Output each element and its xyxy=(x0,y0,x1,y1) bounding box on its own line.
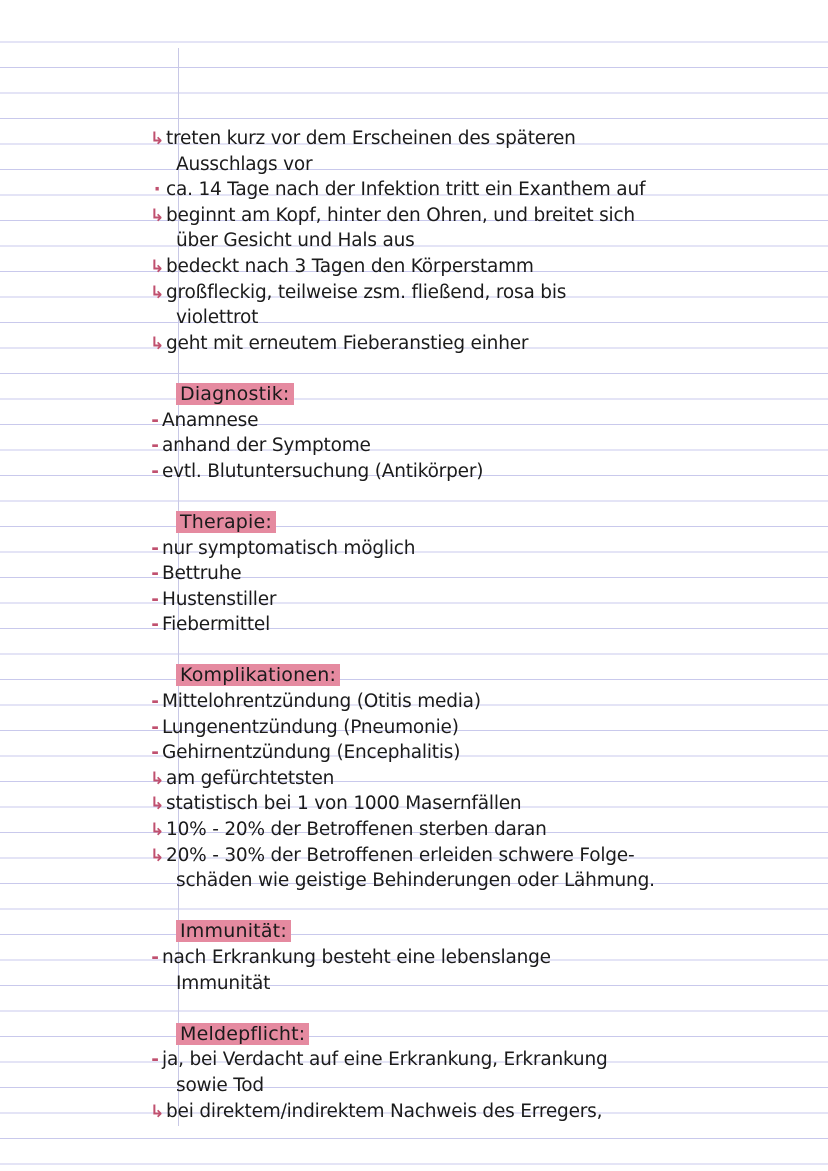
list-item: - nach Erkrankung besteht eine lebenslange xyxy=(148,945,798,971)
intro-line-4: ↳ beginnt am Kopf, hinter den Ohren, und breitet sich xyxy=(148,203,798,229)
arrow-icon: ↳ xyxy=(149,794,165,815)
intro-line-3: · ca. 14 Tage nach der Infektion tritt ein Exanthem auf xyxy=(148,177,798,203)
section-heading-meldepflicht: Meldepflicht: xyxy=(148,1022,798,1048)
dash-icon: - xyxy=(151,1049,159,1071)
list-item: - Anamnese xyxy=(148,408,798,434)
list-item: - Gehirnentzündung (Encephalitis) xyxy=(148,740,798,766)
spacer xyxy=(148,484,798,510)
list-item: - Fiebermittel xyxy=(148,612,798,638)
section-heading-diagnostik: Diagnostik: xyxy=(148,382,798,408)
komplikationen-sub-1: ↳ am gefürchtetsten xyxy=(148,766,798,792)
bullet-dot-icon: · xyxy=(153,179,161,201)
list-item: - nur symptomatisch möglich xyxy=(148,536,798,562)
spacer xyxy=(148,894,798,920)
intro-line-6: ↳ bedeckt nach 3 Tagen den Körperstamm xyxy=(148,254,798,280)
intro-line-8: violettrot xyxy=(176,307,259,329)
arrow-icon: ↳ xyxy=(149,129,165,149)
notes-content xyxy=(148,126,798,1124)
list-item: - ja, bei Verdacht auf eine Erkrankung, Erkrankung xyxy=(148,1047,798,1073)
section-heading-immunitaet: Immunität: xyxy=(148,919,798,945)
dash-icon: - xyxy=(151,435,159,457)
list-item: - Lungenentzündung (Pneumonie) xyxy=(148,715,798,741)
section-heading-komplikationen: Komplikationen: xyxy=(148,663,798,689)
list-item: - evtl. Blutuntersuchung (Antikörper) xyxy=(148,459,798,485)
komplikationen-sub-3: ↳ 10% - 20% der Betroffenen sterben daran xyxy=(148,817,798,843)
dash-icon: - xyxy=(151,742,159,764)
komplikationen-sub-4-cont: schäden wie geistige Behinderungen oder Lähmung. xyxy=(176,870,655,892)
meldepflicht-sub-1: ↳ bei direktem/indirektem Nachweis des Erregers, xyxy=(148,1099,798,1125)
arrow-icon: ↳ xyxy=(149,256,165,277)
arrow-icon: ↳ xyxy=(149,820,165,841)
arrow-icon: ↳ xyxy=(149,768,165,789)
intro-line-1: ↳ treten kurz vor dem Erscheinen des späteren xyxy=(148,126,798,152)
dash-icon: - xyxy=(151,716,159,738)
list-item: - Hustenstiller xyxy=(148,587,798,613)
dash-icon: - xyxy=(151,614,159,636)
list-item-cont: Immunität xyxy=(176,972,271,994)
arrow-icon: ↳ xyxy=(149,845,165,866)
dash-icon: - xyxy=(151,460,159,482)
dash-icon: - xyxy=(151,537,159,559)
komplikationen-sub-2: ↳ statistisch bei 1 von 1000 Masernfällen xyxy=(148,791,798,817)
spacer xyxy=(148,996,798,1022)
komplikationen-sub-4: ↳ 20% - 30% der Betroffenen erleiden schwere Folge- xyxy=(148,843,798,869)
list-item: - Bettruhe xyxy=(148,561,798,587)
arrow-icon: ↳ xyxy=(149,1101,165,1122)
dash-icon: - xyxy=(151,409,159,431)
list-item-cont: sowie Tod xyxy=(176,1074,264,1096)
list-item: - anhand der Symptome xyxy=(148,433,798,459)
spacer xyxy=(148,638,798,664)
dash-icon: - xyxy=(151,563,159,585)
spacer xyxy=(148,356,798,382)
intro-line-2: Ausschlags vor xyxy=(176,153,313,175)
list-item: - Mittelohrentzündung (Otitis media) xyxy=(148,689,798,715)
dash-icon: - xyxy=(151,947,159,968)
intro-line-7: ↳ großfleckig, teilweise zsm. fließend, rosa bis xyxy=(148,280,798,306)
arrow-icon: ↳ xyxy=(149,282,165,303)
arrow-icon: ↳ xyxy=(149,205,165,226)
intro-line-5: über Gesicht und Hals aus xyxy=(176,230,415,252)
dash-icon: - xyxy=(151,588,159,610)
section-heading-therapie: Therapie: xyxy=(148,510,798,536)
arrow-icon: ↳ xyxy=(149,333,165,354)
intro-line-9: ↳ geht mit erneutem Fieberanstieg einher xyxy=(148,331,798,357)
dash-icon: - xyxy=(151,691,159,713)
